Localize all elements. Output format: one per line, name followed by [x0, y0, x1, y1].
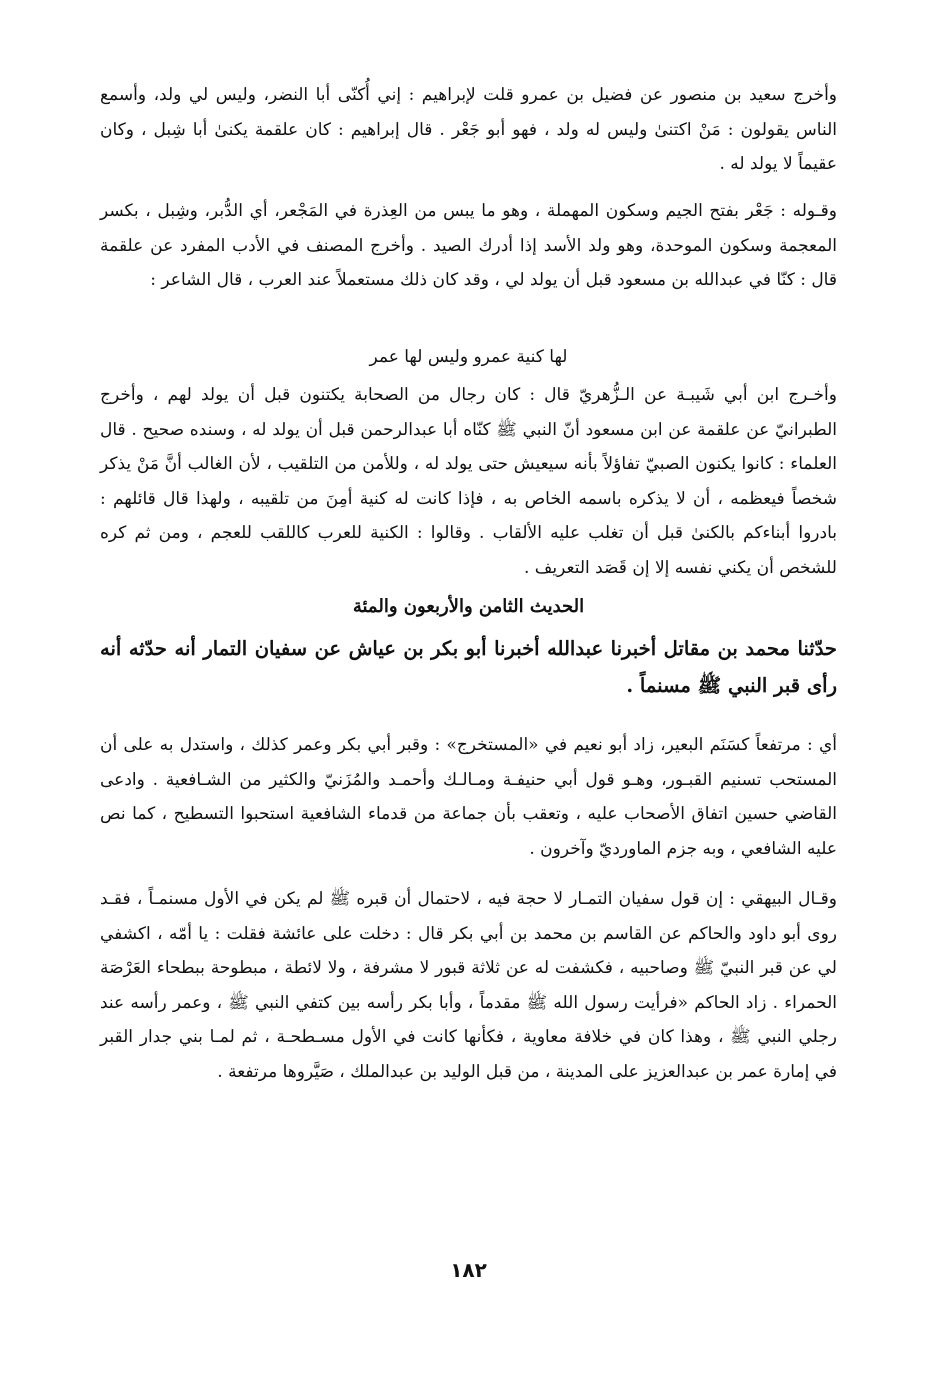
book-page	[100, 78, 837, 1128]
paragraph-bayhaqi-commentary: وقـال البيهقي : إن قول سفيان التمـار لا حجة فيه ، لاحتمال أن قبره ﷺ لم يكن في الأول مسنمـاً ، فقـد روى أبو داود والحاكم عن القاسم بن محمد بن أبي بكر قال : دخلت على عائشة فقلت : يا أمّه ، اكشفي لي عن قبر النبيّ ﷺ وصاحبيه ، فكشفت له عن ثلاثة قبور لا مشرفة ، ولا لائطة ، مبطوحة ببطحاء العَرْصَة الحمراء . زاد الحاكم «فرأيت رسول الله ﷺ مقدماً ، وأبا بكر رأسه بين كتفي النبي ﷺ ، وعمر رأسه عند رجلي النبي ﷺ ، وهذا كان في خلافة معاوية ، فكأنها كانت في الأول مسـطحـة ، ثم لمـا بني جدار القبر في إمارة عمر بن عبدالعزيز على المدينة ، من قبل الوليد بن عبدالملك ، صَيَّروها مرتفعة .	[100, 889, 837, 1082]
paragraph-jar-explanation: وقـوله : جَعْر بفتح الجيم وسكون المهملة ، وهو ما يبس من العِذرة في المَجْعر، أي الدُّبر، وشِبل ، بكسر المعجمة وسكون الموحدة، وهو ولد الأسد إذا أدرك الصيد . وأخرج المصنف في الأدب المفرد عن علقمة قال : كنّا في عبدالله بن مسعود قبل أن يولد لي ، وقد كان ذلك مستعملاً عند العرب ، قال الشاعر :	[100, 201, 837, 291]
hadith-text: حدّثنا محمد بن مقاتل أخبرنا عبدالله أخبرنا أبو بكر بن عياش عن سفيان التمار أنه حدّثه أنه رأى قبر النبي ﷺ مسنماً .	[100, 637, 837, 697]
section-heading: الحديث الثامن والأربعون والمئة	[352, 596, 585, 617]
paragraph-tasnim-commentary: أي : مرتفعاً كسَنَم البعير، زاد أبو نعيم في «المستخرج» : وقبر أبي بكر وعمر كذلك ، واستدل به على أن المستحب تسنيم القبـور، وهـو قول أبي حنيفـة ومـالـك وأحمـد والمُزَنيّ والكثير من الشـافعية . وادعى القاضي حسين اتفاق الأصحاب عليه ، وتعقب بأن جماعة من قدماء الشافعية استحبوا التسطيح ، كما نص عليه الشافعي ، وبه جزم الماورديّ وآخرون .	[100, 735, 837, 859]
paragraph-kunya-ibrahim: وأخرج سعيد بن منصور عن فضيل بن عمرو قلت لإبراهيم : إني أُكنّى أبا النضر، وليس لي ولد، وأسمع الناس يقولون : مَنْ اكتنىٰ وليس له ولد ، فهو أبو جَعْر . قال إبراهيم : كان علقمة يكنىٰ أبا شِبل ، وكان عقيماً لا يولد له .	[100, 85, 837, 175]
page-number: ١٨٢	[450, 1258, 487, 1282]
paragraph-companions-kunya: وأخـرج ابن أبي شَيبـة عن الـزُّهريّ قال : كان رجال من الصحابة يكتنون قبل أن يولد لهم ، وأخرج الطبرانيّ عن علقمة عن ابن مسعود أنّ النبي ﷺ كنّاه أبا عبدالرحمن قبل أن يولد له ، وسنده صحيح . قال العلماء : كانوا يكنون الصبيّ تفاؤلاً بأنه سيعيش حتى يولد له ، وللأمن من التلقيب ، لأن الغالب أنَّ مَنْ يذكر شخصاً فيعظمه ، أن لا يذكره باسمه الخاص به ، فإذا كانت له كنية أمِنَ من تلقيبه ، ولهذا قال قائلهم : بادروا أبناءكم بالكنىٰ قبل أن تغلب عليه الألقاب . وقالوا : الكنية للعرب كاللقب للعجم ، ومن ثم كره للشخص أن يكني نفسه إلا إن قَصَد التعريف .	[100, 385, 837, 578]
poetry-verse: لها كنية عمرو وليس لها عمر	[369, 347, 568, 367]
